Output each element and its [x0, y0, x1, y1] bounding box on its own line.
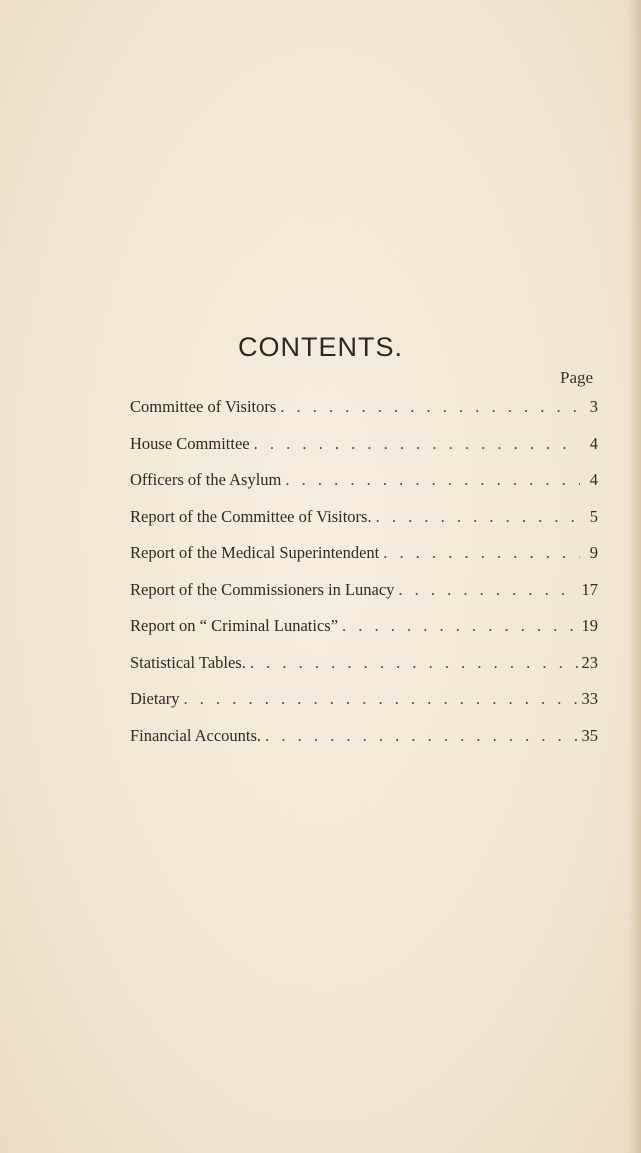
page-edge-shadow	[627, 0, 641, 1153]
toc-entry-page: 5	[589, 506, 598, 526]
table-of-contents	[130, 397, 598, 762]
page-column-label: Page	[560, 368, 594, 387]
toc-entry-page: 9	[589, 543, 598, 562]
toc-entry-title: Dietary	[130, 689, 180, 708]
toc-entry-title: Committee of Visitors	[130, 397, 277, 416]
toc-entry-page: 19	[581, 616, 598, 635]
toc-entry-house-committee	[130, 434, 598, 471]
toc-entry-title: Officers of the Asylum	[130, 470, 282, 489]
toc-entry-report-committee-of-visitors	[130, 507, 598, 544]
toc-entry-report-criminal-lunatics	[130, 616, 598, 653]
toc-entry-committee-of-visitors	[130, 397, 598, 434]
dot-leader	[280, 397, 580, 417]
dot-leader	[383, 543, 580, 563]
dot-leader	[265, 726, 577, 746]
toc-entry-page: 3	[589, 397, 598, 416]
toc-entry-page: 4	[589, 470, 598, 489]
toc-entry-page: 4	[589, 433, 598, 453]
toc-entry-title: Statistical Tables.	[130, 652, 246, 672]
dot-leader	[183, 689, 577, 709]
toc-entry-title: Report of the Medical Superintendent	[130, 543, 380, 562]
toc-entry-report-medical-superintendent	[130, 543, 598, 580]
toc-entry-title: Report of the Commissioners in Lunacy	[130, 579, 395, 599]
toc-entry-statistical-tables	[130, 653, 598, 690]
dot-leader	[398, 580, 577, 600]
dot-leader	[285, 470, 580, 490]
dot-leader	[254, 434, 580, 454]
toc-entry-title: Financial Accounts.	[130, 725, 262, 745]
toc-entry-title: Report on “ Criminal Lunatics”	[130, 616, 339, 635]
toc-entry-dietary	[130, 689, 598, 726]
toc-entry-officers-of-the-asylum	[130, 470, 598, 507]
dot-leader	[250, 653, 578, 673]
contents-heading: CONTENTS.	[237, 332, 403, 362]
toc-entry-page: 17	[581, 579, 598, 599]
toc-entry-financial-accounts	[130, 726, 598, 763]
toc-entry-page: 33	[581, 689, 598, 708]
dot-leader	[342, 616, 577, 636]
toc-entry-page: 23	[581, 652, 598, 672]
toc-entry-title: Report of the Committee of Visitors.	[130, 506, 372, 526]
toc-entry-report-commissioners-in-lunacy	[130, 580, 598, 617]
toc-entry-page: 35	[581, 725, 598, 745]
dot-leader	[376, 507, 580, 527]
toc-entry-title: House Committee	[130, 433, 250, 453]
